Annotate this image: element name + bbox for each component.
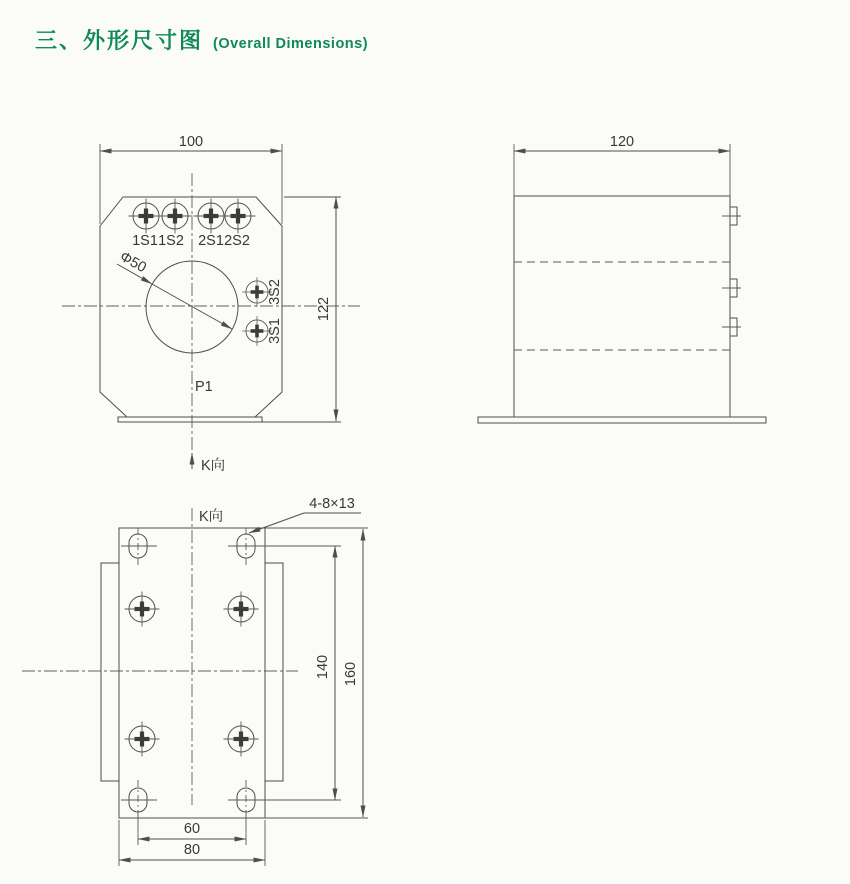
terminal-tab — [722, 318, 741, 336]
dimension-width-100 — [100, 134, 282, 224]
dim-value-phi50: Φ50 — [116, 248, 149, 277]
dim-value-140: 140 — [315, 654, 331, 680]
mounting-slot — [228, 528, 341, 566]
terminal-label-2s2: 2S2 — [224, 233, 250, 249]
view-direction-label: K向 — [201, 458, 226, 474]
body-edge-right — [265, 563, 283, 781]
mounting-slot — [121, 528, 157, 566]
base-plate — [478, 417, 766, 423]
dim-value-160: 160 — [343, 661, 359, 687]
dim-value-120: 120 — [609, 134, 635, 150]
terminal-tab — [722, 279, 741, 297]
terminal-label-1s2: 1S2 — [158, 233, 184, 249]
dim-value-60: 60 — [183, 821, 201, 837]
base-strip — [118, 417, 262, 422]
primary-terminal-label: P1 — [195, 379, 213, 395]
terminal-tab — [722, 207, 741, 225]
fixing-screw-icon — [224, 722, 259, 757]
mounting-slot — [228, 780, 341, 818]
title-chinese: 三、外形尺寸图 — [35, 28, 204, 53]
side-view — [478, 134, 766, 423]
terminal-label-2s1: 2S1 — [198, 233, 224, 249]
fixing-screw-icon — [125, 722, 160, 757]
dimension-depth-120 — [514, 134, 730, 196]
slot-note-label: 4-8×13 — [309, 496, 355, 512]
terminal-label-3s1: 3S1 — [267, 318, 283, 344]
dimension-slot-span-140 — [315, 546, 335, 800]
fixing-screw-icon — [125, 592, 160, 627]
terminal-label-3s2: 3S2 — [267, 279, 283, 305]
mounting-slot — [121, 780, 157, 818]
slot-note — [249, 496, 361, 533]
fixing-screw-icon — [224, 592, 259, 627]
body-outline — [514, 196, 730, 417]
dim-value-100: 100 — [178, 134, 204, 150]
title-english: (Overall Dimensions) — [213, 36, 369, 52]
dimension-height-160 — [343, 529, 363, 817]
view-label-k: K向 — [199, 509, 224, 525]
terminal-screw-icon — [221, 199, 256, 234]
bottom-view — [22, 496, 368, 866]
diameter-dimension-phi50 — [117, 249, 232, 329]
dimension-height-122 — [316, 197, 336, 421]
front-view — [62, 134, 360, 474]
view-direction-k — [192, 453, 225, 474]
body-outline — [100, 197, 282, 417]
dim-value-80: 80 — [183, 842, 201, 858]
dim-value-122: 122 — [316, 296, 332, 322]
body-edge-left — [101, 563, 119, 781]
terminal-screw-icon — [158, 199, 193, 234]
terminal-label-1s1: 1S1 — [132, 233, 158, 249]
